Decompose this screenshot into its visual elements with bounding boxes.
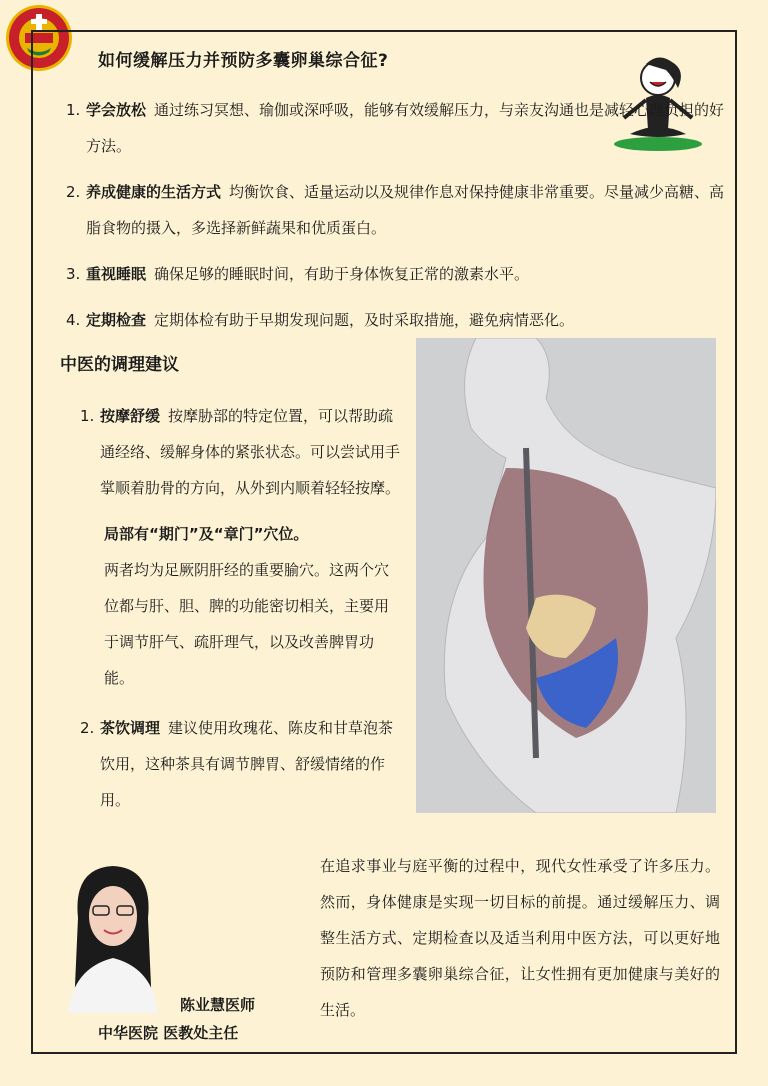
list-item	[66, 92, 726, 164]
item-number: 1.	[80, 407, 95, 425]
item-text: 通过练习冥想、瑜伽或深呼吸，能够有效缓解压力，与亲友沟通也是减轻心理负担的好方法。	[86, 101, 725, 155]
item-number: 3.	[66, 265, 81, 283]
acupoint-heading: 局部有“期门”及“章门”穴位。	[104, 525, 309, 543]
item-heading: 按摩舒缓	[100, 407, 161, 425]
item-text: 确保足够的睡眠时间，有助于身体恢复正常的激素水平。	[154, 265, 530, 283]
item-number: 2.	[80, 719, 95, 737]
page-title: 如何缓解压力并预防多囊卵巢综合征?	[98, 51, 389, 71]
acupoint-text: 两者均为足厥阴肝经的重要腧穴。这两个穴位都与肝、胆、脾的功能密切相关，主要用于调节肝气、疏肝理气，以及改善脾胃功能。	[104, 561, 390, 687]
item-heading: 茶饮调理	[100, 719, 161, 737]
item-text: 按摩胁部的特定位置，可以帮助疏通经络、缓解身体的紧张状态。可以尝试用手掌顺着肋骨的方向，从外到内顺着轻轻按摩。	[100, 407, 401, 497]
author-position: 中华医院 医教处主任	[98, 1024, 239, 1042]
list-item	[80, 710, 400, 818]
item-text: 建议使用玫瑰花、陈皮和甘草泡茶饮用，这种茶具有调节脾胃、舒缓情绪的作用。	[100, 719, 394, 809]
list-item	[66, 256, 726, 292]
summary-paragraph: 在追求事业与庭平衡的过程中，现代女性承受了许多压力。然而，身体健康是实现一切目标的前提。通过缓解压力、调整生活方式、定期检查以及适当利用中医方法，可以更好地预防和管理多囊卵巢综合征，让女性拥有更加健康与美好的生活。	[320, 857, 720, 1019]
prevention-list	[66, 92, 726, 348]
list-item	[80, 398, 400, 506]
item-number: 1.	[66, 101, 81, 119]
list-item	[66, 174, 726, 246]
item-heading: 学会放松	[86, 101, 147, 119]
tcm-section-title: 中医的调理建议	[60, 355, 179, 375]
list-item	[66, 302, 726, 338]
item-number: 2.	[66, 183, 81, 201]
doctor-portrait	[48, 858, 178, 1013]
item-text: 定期体检有助于早期发现问题，及时采取措施，避免病情恶化。	[154, 311, 575, 329]
item-heading: 养成健康的生活方式	[86, 183, 222, 201]
item-text: 均衡饮食、适量运动以及规律作息对保持健康非常重要。尽量减少高糖、高脂食物的摄入，多选择新鲜蔬果和优质蛋白。	[86, 183, 725, 237]
anatomy-illustration	[416, 338, 716, 813]
item-number: 4.	[66, 311, 81, 329]
item-heading: 定期检查	[86, 311, 147, 329]
author-name: 陈业慧医师	[180, 996, 256, 1014]
item-heading: 重视睡眠	[86, 265, 147, 283]
tcm-list	[80, 398, 400, 828]
